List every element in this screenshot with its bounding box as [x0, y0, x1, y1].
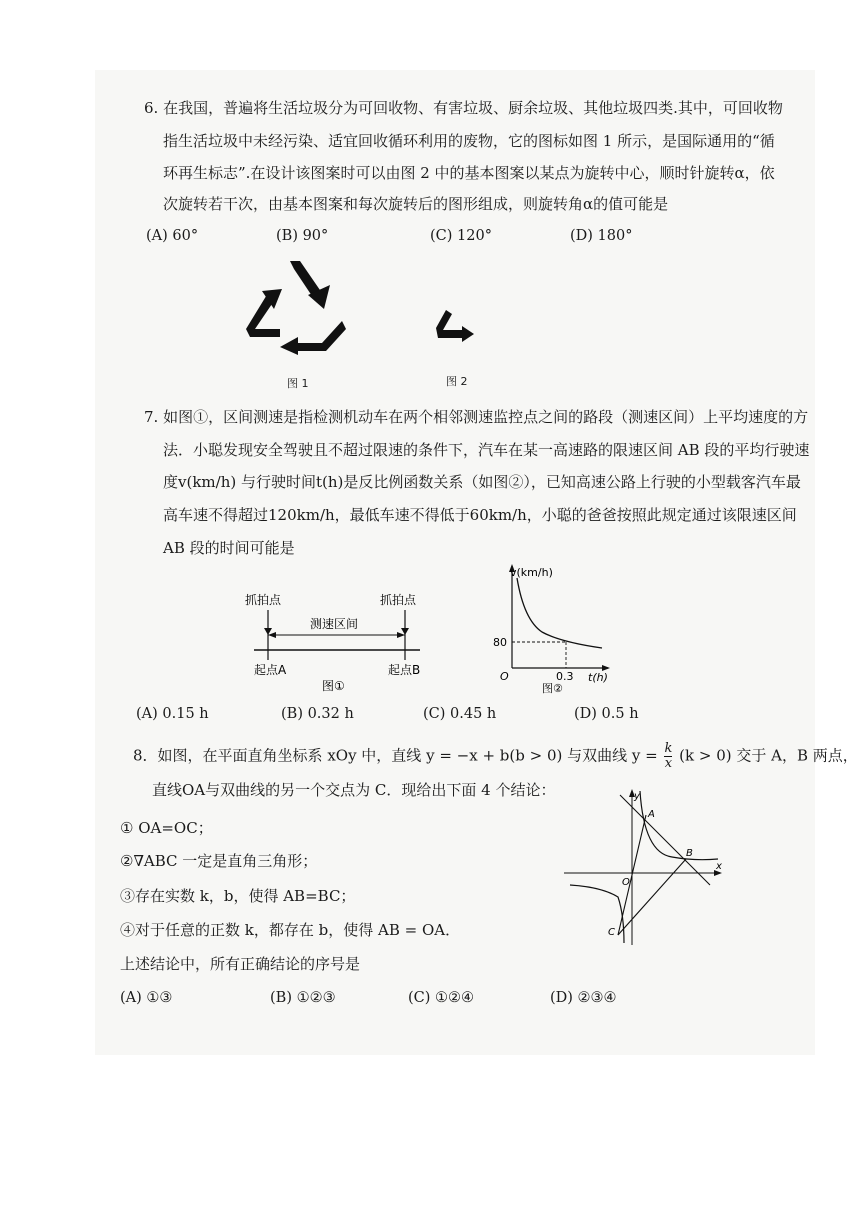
point-b-label: B — [686, 848, 693, 859]
t-axis-label: t(h) — [588, 671, 608, 684]
q6-line-2: 指生活垃圾中未经污染、适宜回收循环利用的废物，它的图标如图 1 所示，是国际通用的“循 — [163, 132, 775, 150]
speed-zone-diagram — [240, 588, 430, 693]
recycle-symbol-figure — [238, 255, 348, 355]
speed-zone-label: 测速区间 — [310, 617, 359, 631]
v-tick-80: 80 — [493, 636, 507, 649]
fig2-caption: 图 2 — [446, 375, 468, 388]
q8-option-b[interactable]: (B) ①②③ — [270, 990, 336, 1006]
graph2-caption: 图② — [542, 682, 563, 695]
q8-line-1-start: 8．如图，在平面直角坐标系 xOy 中，直线 y = −x + b(b > 0) 与双曲线 y = — [133, 746, 658, 765]
q7-line-3: 度v(km/h) 与行驶时间t(h)是反比例函数关系（如图②），已知高速公路上行驶的小型载客汽车最 — [163, 473, 801, 491]
start-point-b-label: 起点B — [388, 663, 421, 677]
fig1-caption: 图 1 — [287, 377, 309, 390]
q8-line-2: 直线OA与双曲线的另一个交点为 C．现给出下面 4 个结论： — [152, 781, 556, 799]
hyperbola-branch-2 — [570, 885, 624, 943]
q6-line-1: 6. 在我国，普遍将生活垃圾分为可回收物、有害垃圾、厨余垃圾、其他垃圾四类.其中，可回收物 — [144, 99, 783, 117]
q7-line-2: 法．小聪发现安全驾驶且不超过限速的条件下，汽车在某一高速路的限速区间 AB 段的平均行驶速 — [163, 441, 810, 459]
q6-option-c[interactable]: (C) 120° — [430, 228, 492, 244]
hyperbola-graph — [560, 785, 730, 950]
q8-line-1 — [133, 742, 858, 771]
line-ab — [620, 795, 710, 885]
q6-line-3: 环再生标志”.在设计该图案时可以由图 2 中的基本图案以某点为旋转中心，顺时针旋转α，依 — [163, 164, 775, 182]
point-a-label: A — [648, 809, 655, 820]
inverse-proportion-graph — [490, 560, 620, 695]
q8-line-1-end: (k > 0) 交于 A，B 两点， — [679, 746, 858, 765]
v-axis-label: v(km/h) — [510, 566, 553, 579]
x-axis-label: x — [716, 861, 722, 872]
q6-line-4: 次旋转若干次，由基本图案和每次旋转后的图形组成，则旋转角α的值可能是 — [163, 195, 669, 213]
left-camera-label: 抓拍点 — [245, 593, 282, 607]
right-camera-label: 抓拍点 — [380, 593, 417, 607]
start-point-a-label: 起点A — [254, 663, 287, 677]
inverse-curve — [517, 578, 602, 648]
q7-option-c[interactable]: (C) 0.45 h — [423, 706, 497, 722]
origin-label: O — [500, 670, 509, 683]
basic-element-figure — [430, 300, 480, 345]
q8-option-d[interactable]: (D) ②③④ — [550, 990, 617, 1006]
q7-line-4: 高车速不得超过120km/h，最低车速不得低于60km/h，小聪的爸爸按照此规定通过该限速区间 — [163, 506, 797, 524]
q8-conclusion-3: ③存在实数 k，b，使得 AB=BC； — [120, 887, 356, 905]
t-tick-0.3: 0.3 — [556, 670, 574, 683]
hyperbola-branch-1 — [640, 791, 718, 860]
k-over-x-fraction — [664, 742, 672, 771]
q6-option-b[interactable]: (B) 90° — [276, 228, 329, 244]
fraction-numerator: k — [664, 741, 673, 756]
q7-option-a[interactable]: (A) 0.15 h — [136, 706, 209, 722]
q6-option-d[interactable]: (D) 180° — [570, 228, 633, 244]
diagram1-caption: 图① — [322, 679, 345, 693]
line-bc — [618, 859, 686, 935]
y-axis-label: y — [634, 791, 640, 802]
fraction-denominator: x — [664, 756, 673, 771]
q8-conclusion-2: ②∇ABC 一定是直角三角形； — [120, 852, 318, 870]
q8-conclusion-4: ④对于任意的正数 k，都存在 b，使得 AB = OA． — [120, 921, 461, 939]
q8-option-a[interactable]: (A) ①③ — [120, 990, 173, 1006]
q6-option-a[interactable]: (A) 60° — [146, 228, 199, 244]
q7-line-1: 7. 如图①，区间测速是指检测机动车在两个相邻测速监控点之间的路段（测速区间）上平均速度的方 — [144, 408, 809, 426]
q7-line-5: AB 段的时间可能是 — [163, 539, 295, 557]
origin-o-label: O — [622, 877, 630, 888]
q8-conclusion-1: ① OA=OC； — [120, 819, 213, 837]
q8-prompt: 上述结论中，所有正确结论的序号是 — [120, 955, 361, 973]
point-c-label: C — [608, 927, 615, 938]
q7-option-b[interactable]: (B) 0.32 h — [281, 706, 354, 722]
q7-option-d[interactable]: (D) 0.5 h — [574, 706, 639, 722]
q8-option-c[interactable]: (C) ①②④ — [408, 990, 475, 1006]
